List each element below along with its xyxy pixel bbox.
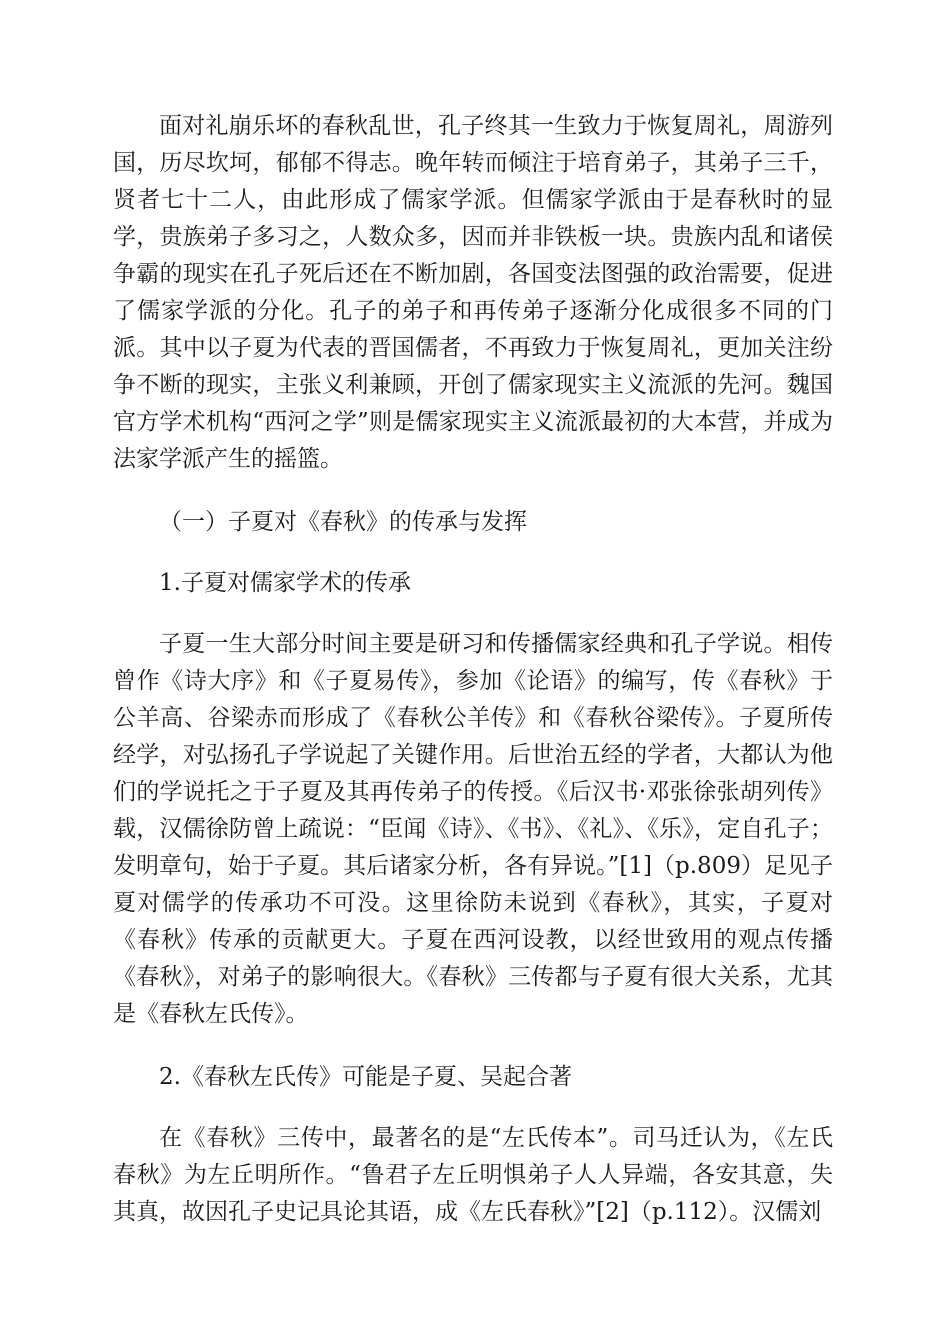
- spacer: [113, 541, 833, 565]
- spacer: [113, 478, 833, 504]
- spacer: [113, 1096, 833, 1120]
- paragraph-zuo-commentary: 在《春秋》三传中，最著名的是“左氏传本”。司马迁认为，《左氏春秋》为左丘明所作。“鲁君子左丘明惧弟子人人异端，各安其意，失其真，故因孔子史记具论其语，成《左氏春秋》”[2]（p.112）。汉儒刘: [113, 1125, 833, 1225]
- paragraph-intro: 面对礼崩乐坏的春秋乱世，孔子终其一生致力于恢复周礼，周游列国，历尽坎坷，郁郁不得志。晚年转而倾注于培育弟子，其弟子三千，贤者七十二人，由此形成了儒家学派。但儒家学派由于是春秋时的显学，贵族弟子多习之，人数众多，因而并非铁板一块。贵族内乱和诸侯争霸的现实在孔子死后还在不断加剧，各国变法图强的政治需要，促进了儒家学派的分化。孔子的弟子和再传弟子逐渐分化成很多不同的门派。其中以子夏为代表的晋国儒者，不再致力于恢复周礼，更加关注纷争不断的现实，主张义利兼顾，开创了儒家现实主义流派的先河。魏国官方学术机构“西河之学”则是儒家现实主义流派最初的大本营，并成为法家学派产生的摇篮。: [113, 113, 833, 472]
- spacer: [113, 602, 833, 626]
- spacer: [113, 1033, 833, 1059]
- document-page: [113, 108, 833, 1231]
- paragraph-zixia-transmission: 子夏一生大部分时间主要是研习和传播儒家经典和孔子学说。相传曾作《诗大序》和《子夏易传》，参加《论语》的编写，传《春秋》于公羊高、谷梁赤而形成了《春秋公羊传》和《春秋谷梁传》。子夏所传经学，对弘扬孔子学说起了关键作用。后世治五经的学者，大都认为他们的学说托之于子夏及其再传弟子的传授。《后汉书·邓张徐张胡列传》载，汉儒徐防曾上疏说：“臣闻《诗》、《书》、《礼》、《乐》，定自孔子；发明章句，始于子夏。其后诸家分析，各有异说。”[1]（p.809）足见子夏对儒学的传承功不可没。这里徐防未说到《春秋》，其实，子夏对《春秋》传承的贡献更大。子夏在西河设教，以经世致用的观点传播《春秋》，对弟子的影响很大。《春秋》三传都与子夏有很大关系，尤其是《春秋左氏传》。: [113, 631, 833, 1027]
- subsection-heading-1: 1.子夏对儒家学术的传承: [159, 570, 411, 596]
- subsection-heading-2: 2.《春秋左氏传》可能是子夏、吴起合著: [159, 1064, 572, 1090]
- section-heading: （一）子夏对《春秋》的传承与发挥: [159, 509, 527, 535]
